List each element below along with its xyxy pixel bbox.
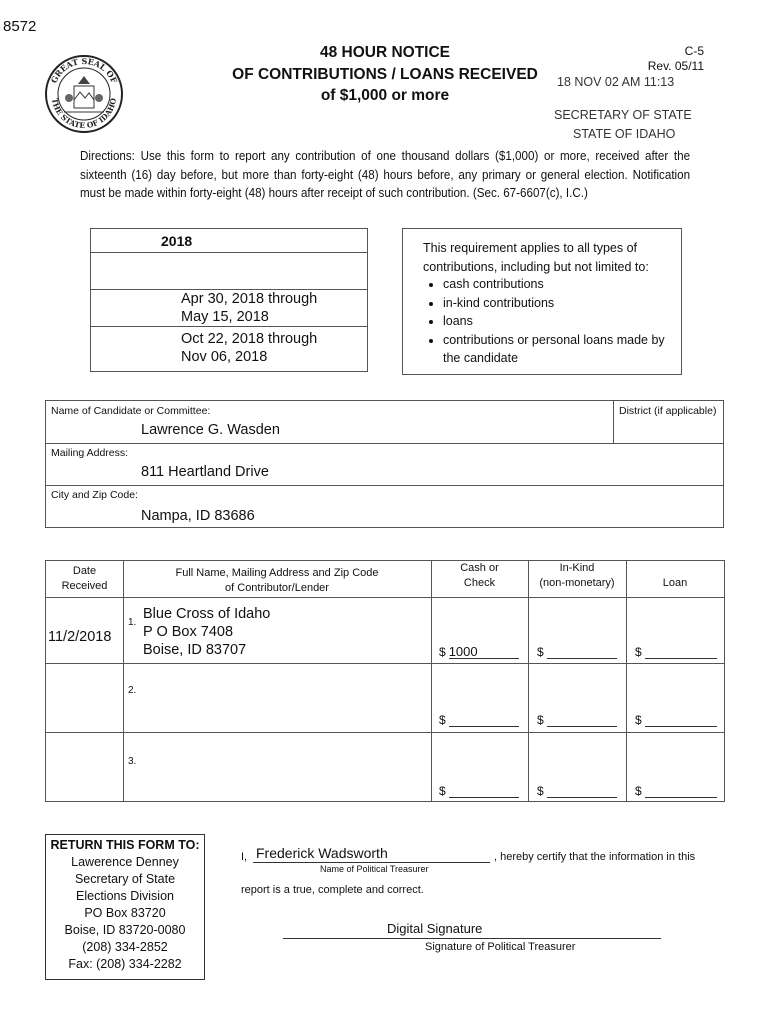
return-line: PO Box 83720 [84,906,166,920]
office-line2: STATE OF IDAHO [573,127,676,141]
document-number: 8572 [3,18,37,35]
district-label: District (if applicable) [619,405,717,417]
row2-inkind[interactable]: $ [537,712,617,727]
row1-address: P O Box 7408 [143,624,234,640]
return-line: Fax: (208) 334-2282 [68,957,182,971]
form-title-line2: OF CONTRIBUTIONS / LOANS RECEIVED [232,66,538,83]
row2-number: 2. [128,685,137,696]
city-zip-label: City and Zip Code: [51,489,138,501]
row1-name: Blue Cross of Idaho [143,606,271,622]
certify-prefix: I, [241,851,248,863]
row2-cash[interactable]: $ [439,712,519,727]
treasurer-name-field[interactable]: Frederick Wadsworth [256,845,388,861]
election-period-box [90,228,368,372]
return-line: (208) 334-2852 [82,940,168,954]
row3-loan[interactable]: $ [635,783,717,798]
header-inkind: In-Kind (non-monetary) [539,562,615,589]
form-code: C-5 [684,44,704,58]
return-header: RETURN THIS FORM TO: [50,838,200,852]
idaho-seal-icon [44,54,124,134]
form-title: 48 HOUR NOTICE [319,44,451,61]
certify-text-line2: report is a true, complete and correct. [241,884,424,896]
row1-number: 1. [128,617,137,628]
period-range-1-start: Apr 30, 2018 through [181,291,318,307]
svg-text:GREAT SEAL OF: GREAT SEAL OF [48,55,120,85]
row3-inkind[interactable]: $ [537,783,617,798]
list-item: • cash contributions [443,275,683,294]
list-item: • contributions or personal loans made by the candidate [443,331,683,368]
row1-loan[interactable]: $ [635,644,717,659]
period-range-1 [91,290,367,327]
row2-loan[interactable]: $ [635,712,717,727]
period-blank-row [91,253,367,290]
row1-city: Boise, ID 83707 [143,642,247,658]
header-cash: Cash or Check [460,562,499,589]
header-loan: Loan [662,577,688,589]
requirement-list [425,275,683,368]
certify-text: , hereby certify that the information in this [494,851,696,863]
return-line: Secretary of State [74,872,176,886]
period-year: 2018 [161,233,193,249]
return-line: Boise, ID 83720-0080 [64,923,186,937]
row1-cash[interactable]: $ 1000 [439,644,519,659]
row3-cash[interactable]: $ [439,783,519,798]
mailing-address-label: Mailing Address: [51,447,129,459]
treasurer-name-underline [253,862,490,863]
return-address-box [45,834,205,980]
mailing-address-field[interactable]: 811 Heartland Drive [141,464,269,480]
office-line1: SECRETARY OF STATE [554,108,692,122]
return-line: Lawerence Denney [71,855,179,869]
form-code-block [640,44,704,74]
form-title-line3: of $1,000 or more [320,87,450,104]
contributions-table [45,560,725,802]
requirement-intro: This requirement applies to all types of contributions, including but not limited to: [423,241,649,274]
candidate-name-label: Name of Candidate or Committee: [51,405,211,417]
list-item: • in-kind contributions [443,294,683,313]
svg-text:THE STATE OF IDAHO: THE STATE OF IDAHO [50,97,119,131]
treasurer-name-caption: Name of Political Treasurer [320,864,429,874]
period-range-2-start: Oct 22, 2018 through [181,331,318,347]
return-line: Elections Division [76,889,174,903]
city-zip-field[interactable]: Nampa, ID 83686 [141,508,255,524]
signature-caption: Signature of Political Treasurer [425,941,576,953]
received-stamp: 18 NOV 02 AM 11:13 [557,75,675,89]
directions-text: Directions: Use this form to report any contribution of one thousand dollars ($1,000) or more, received after the sixteenth (16) day before, but more than forty-eight (48) hours before, any primary or general election. Notification must be made within forty-eight (48) hours after receipt of such contribution. (Sec. 67-6607(c), I.C.) [80,149,691,200]
row1-inkind[interactable]: $ [537,644,617,659]
requirement-box [402,228,682,375]
signature-underline [283,938,661,939]
list-item: • loans [443,312,683,331]
row1-date[interactable]: 11/2/2018 [48,629,112,645]
period-range-2 [91,327,367,370]
period-range-1-end: May 15, 2018 [181,309,269,325]
row3-number: 3. [128,756,137,767]
period-range-2-end: Nov 06, 2018 [181,349,268,365]
header-date: Date Received [61,565,108,592]
form-revision: Rev. 05/11 [647,59,704,73]
candidate-box [45,400,724,528]
candidate-name-field[interactable]: Lawrence G. Wasden [141,422,280,438]
signature-field[interactable]: Digital Signature [387,921,483,936]
period-year-row [91,229,367,253]
header-contributor: Full Name, Mailing Address and Zip Code of Contributor/Lender [175,567,379,594]
